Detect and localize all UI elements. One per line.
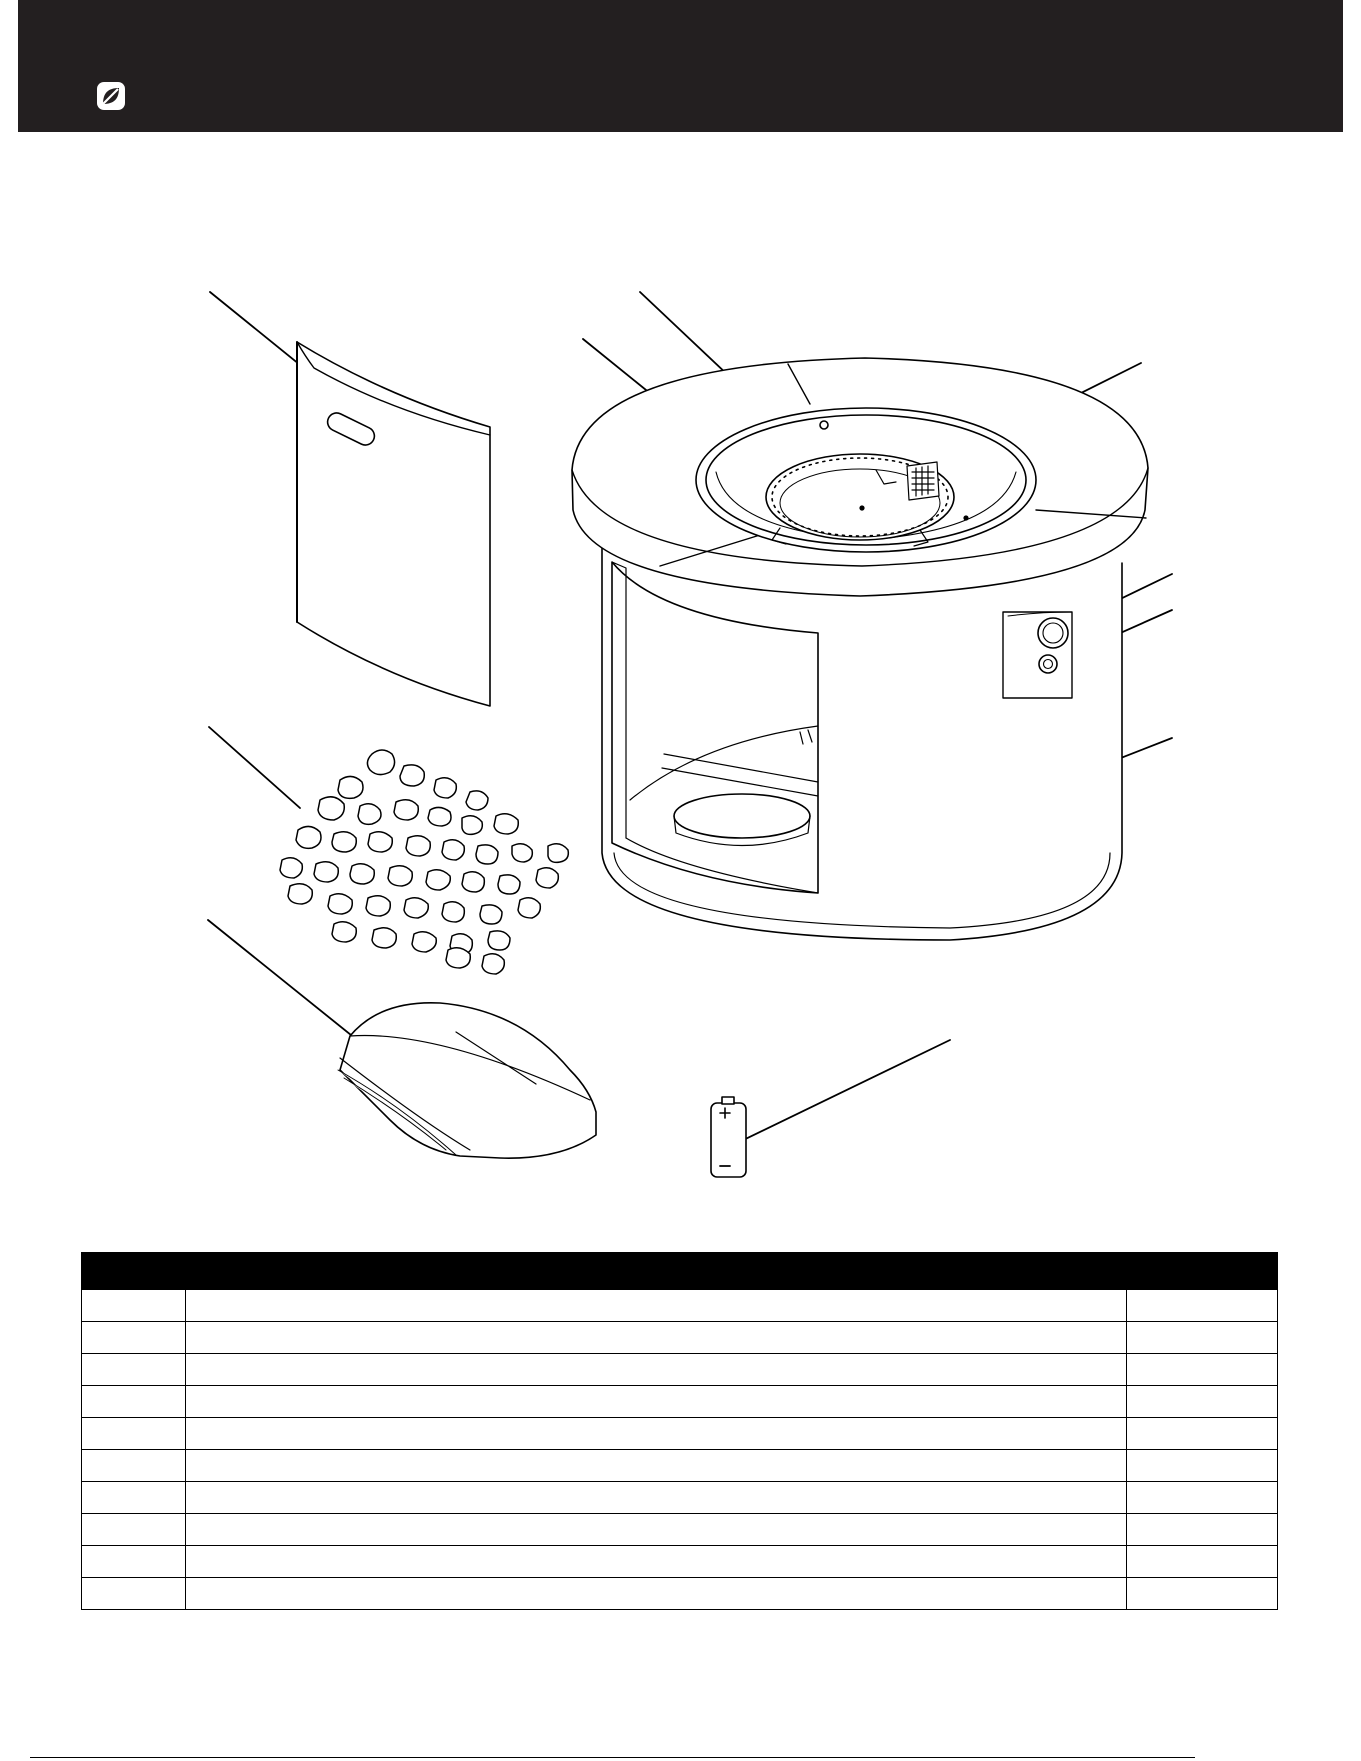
table-row bbox=[82, 1418, 1278, 1450]
cell-qty bbox=[1127, 1578, 1278, 1610]
cell-key bbox=[82, 1578, 186, 1610]
cell-description bbox=[186, 1482, 1127, 1514]
cell-key bbox=[82, 1418, 186, 1450]
cell-key bbox=[82, 1290, 186, 1322]
cover bbox=[338, 1003, 596, 1158]
cell-key bbox=[82, 1514, 186, 1546]
table-row bbox=[82, 1290, 1278, 1322]
header-key bbox=[82, 1253, 186, 1290]
cell-key bbox=[82, 1386, 186, 1418]
footer-code bbox=[1223, 1751, 1353, 1761]
cell-key bbox=[82, 1322, 186, 1354]
door-panel bbox=[297, 342, 490, 706]
cell-description bbox=[186, 1290, 1127, 1322]
control-knob bbox=[1038, 618, 1068, 648]
cell-description bbox=[186, 1514, 1127, 1546]
fire-pit-base bbox=[572, 358, 1148, 940]
cell-description bbox=[186, 1450, 1127, 1482]
header-qty bbox=[1127, 1253, 1278, 1290]
table-row bbox=[82, 1514, 1278, 1546]
cell-description bbox=[186, 1322, 1127, 1354]
cell-key bbox=[82, 1354, 186, 1386]
cell-qty bbox=[1127, 1290, 1278, 1322]
table-row bbox=[82, 1386, 1278, 1418]
cell-qty bbox=[1127, 1546, 1278, 1578]
cell-qty bbox=[1127, 1514, 1278, 1546]
table-row bbox=[82, 1546, 1278, 1578]
cell-qty bbox=[1127, 1482, 1278, 1514]
table-row bbox=[82, 1482, 1278, 1514]
cell-key bbox=[82, 1450, 186, 1482]
table-row bbox=[82, 1450, 1278, 1482]
cell-description bbox=[186, 1354, 1127, 1386]
battery bbox=[711, 1097, 746, 1177]
cell-qty bbox=[1127, 1354, 1278, 1386]
cell-key bbox=[82, 1482, 186, 1514]
parts-table bbox=[81, 1252, 1278, 1610]
table-row bbox=[82, 1354, 1278, 1386]
cell-description bbox=[186, 1578, 1127, 1610]
cell-description bbox=[186, 1418, 1127, 1450]
cell-key bbox=[82, 1546, 186, 1578]
cell-description bbox=[186, 1546, 1127, 1578]
cell-description bbox=[186, 1386, 1127, 1418]
header-description bbox=[186, 1253, 1127, 1290]
table-header-row bbox=[82, 1253, 1278, 1290]
table-row bbox=[82, 1578, 1278, 1610]
lava-rocks bbox=[280, 750, 568, 974]
cell-qty bbox=[1127, 1322, 1278, 1354]
cell-qty bbox=[1127, 1418, 1278, 1450]
footer-rule bbox=[30, 1757, 1195, 1758]
cell-qty bbox=[1127, 1386, 1278, 1418]
table-row bbox=[82, 1322, 1278, 1354]
cell-qty bbox=[1127, 1450, 1278, 1482]
ignition-button bbox=[1039, 655, 1057, 673]
